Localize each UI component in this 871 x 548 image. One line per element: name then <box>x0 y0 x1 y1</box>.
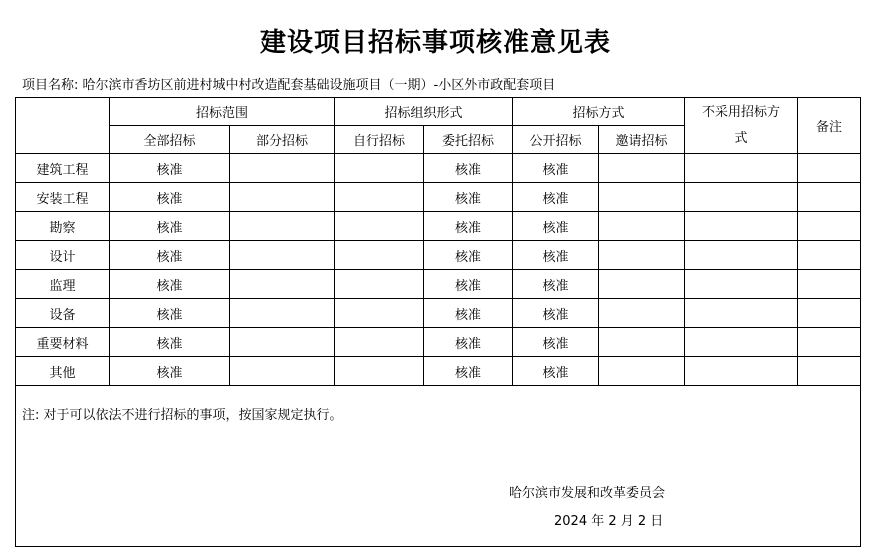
cell-partial <box>230 270 335 299</box>
table-row <box>16 357 861 386</box>
row-label: 安装工程 <box>16 183 110 212</box>
cell-full: 核准 <box>110 270 230 299</box>
cell-self <box>335 328 424 357</box>
cell-remarks <box>798 357 861 386</box>
cell-full: 核准 <box>110 212 230 241</box>
cell-self <box>335 357 424 386</box>
cell-self <box>335 183 424 212</box>
cell-no-bidding <box>685 183 798 212</box>
table-row <box>16 241 861 270</box>
cell-full: 核准 <box>110 241 230 270</box>
cell-open: 核准 <box>513 183 599 212</box>
cell-open: 核准 <box>513 357 599 386</box>
cell-invited <box>599 357 685 386</box>
row-label: 设计 <box>16 241 110 270</box>
cell-full: 核准 <box>110 299 230 328</box>
footer-row <box>16 386 861 547</box>
row-label: 设备 <box>16 299 110 328</box>
cell-self <box>335 154 424 183</box>
cell-no-bidding <box>685 299 798 328</box>
cell-remarks <box>798 299 861 328</box>
cell-no-bidding <box>685 357 798 386</box>
cell-invited <box>599 241 685 270</box>
cell-entrusted: 核准 <box>424 357 513 386</box>
cell-invited <box>599 270 685 299</box>
cell-open: 核准 <box>513 270 599 299</box>
cell-remarks <box>798 270 861 299</box>
header-full: 全部招标 <box>110 126 230 154</box>
cell-invited <box>599 212 685 241</box>
cell-self <box>335 212 424 241</box>
table-row <box>16 154 861 183</box>
cell-remarks <box>798 328 861 357</box>
row-label: 重要材料 <box>16 328 110 357</box>
cell-self <box>335 299 424 328</box>
cell-entrusted: 核准 <box>424 183 513 212</box>
note-text: 注: 对于可以依法不进行招标的事项，按国家规定执行。 <box>22 408 343 423</box>
header-remarks: 备注 <box>798 98 861 154</box>
cell-remarks <box>798 212 861 241</box>
cell-self <box>335 241 424 270</box>
cell-open: 核准 <box>513 241 599 270</box>
cell-entrusted: 核准 <box>424 212 513 241</box>
cell-entrusted: 核准 <box>424 154 513 183</box>
cell-open: 核准 <box>513 299 599 328</box>
cell-full: 核准 <box>110 357 230 386</box>
cell-partial <box>230 299 335 328</box>
row-label: 其他 <box>16 357 110 386</box>
table-row <box>16 183 861 212</box>
page-title: 建设项目招标事项核准意见表 <box>259 28 611 58</box>
header-organization: 招标组织形式 <box>335 98 513 126</box>
cell-open: 核准 <box>513 328 599 357</box>
row-label: 监理 <box>16 270 110 299</box>
cell-no-bidding <box>685 270 798 299</box>
cell-no-bidding <box>685 154 798 183</box>
table-row <box>16 212 861 241</box>
issue-date: 2024 年 2 月 2 日 <box>554 514 664 529</box>
cell-entrusted: 核准 <box>424 270 513 299</box>
header-scope: 招标范围 <box>110 98 335 126</box>
header-self: 自行招标 <box>335 126 424 154</box>
cell-full: 核准 <box>110 183 230 212</box>
cell-self <box>335 270 424 299</box>
row-label: 勘察 <box>16 212 110 241</box>
issuing-organization: 哈尔滨市发展和改革委员会 <box>509 486 666 501</box>
header-entrusted: 委托招标 <box>424 126 513 154</box>
cell-invited <box>599 154 685 183</box>
cell-invited <box>599 183 685 212</box>
corner-cell <box>16 98 110 154</box>
cell-open: 核准 <box>513 212 599 241</box>
header-invited: 邀请招标 <box>599 126 685 154</box>
cell-open: 核准 <box>513 154 599 183</box>
header-no-bidding: 不采用招标方式 <box>685 98 798 154</box>
cell-partial <box>230 241 335 270</box>
cell-full: 核准 <box>110 328 230 357</box>
header-partial: 部分招标 <box>230 126 335 154</box>
cell-no-bidding <box>685 212 798 241</box>
cell-remarks <box>798 183 861 212</box>
header-method: 招标方式 <box>513 98 685 126</box>
cell-invited <box>599 299 685 328</box>
footer-cell <box>16 386 861 547</box>
cell-entrusted: 核准 <box>424 241 513 270</box>
cell-invited <box>599 328 685 357</box>
cell-full: 核准 <box>110 154 230 183</box>
approval-table <box>15 97 861 547</box>
cell-no-bidding <box>685 241 798 270</box>
cell-remarks <box>798 154 861 183</box>
cell-entrusted: 核准 <box>424 328 513 357</box>
cell-no-bidding <box>685 328 798 357</box>
table-row <box>16 328 861 357</box>
cell-partial <box>230 357 335 386</box>
cell-partial <box>230 212 335 241</box>
cell-remarks <box>798 241 861 270</box>
cell-partial <box>230 154 335 183</box>
row-label: 建筑工程 <box>16 154 110 183</box>
header-open: 公开招标 <box>513 126 599 154</box>
cell-partial <box>230 328 335 357</box>
table-row <box>16 299 861 328</box>
header-row-1 <box>16 98 861 126</box>
project-name: 项目名称: 哈尔滨市香坊区前进村城中村改造配套基础设施项目（一期）-小区外市政配套项目 <box>22 78 556 93</box>
cell-partial <box>230 183 335 212</box>
table-row <box>16 270 861 299</box>
cell-entrusted: 核准 <box>424 299 513 328</box>
